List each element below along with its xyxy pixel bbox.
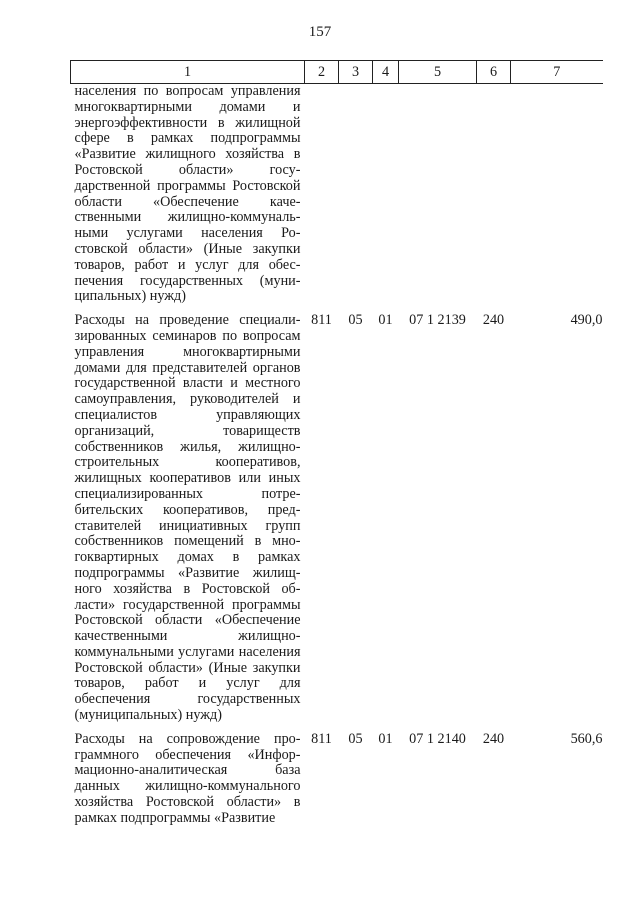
- header-row: [71, 61, 603, 84]
- header-col-7: 7: [511, 61, 603, 84]
- row-subsection-code: [373, 84, 399, 306]
- row-expense-type: 240: [482, 312, 505, 329]
- row-description: населения по вопросам управления многоквартирными домами и энергоэффективности в жилищной сфере в рамках подпрограммы «Развитие жилищного хозяйства в Ростовской области» государственной программы Ростовской области «Обеспечение качественными жилищно-коммунальными услугами населения Ростовской области» (Иные закупки товаров, работ и услуг для обеспечения государственных (муниципальных) нужд): [74, 83, 301, 305]
- header-col-3: 3: [339, 61, 373, 84]
- table-row: [71, 305, 603, 724]
- page-number: 157: [308, 24, 332, 40]
- table-row: [71, 84, 603, 306]
- row-target-code: 07 1 2140: [409, 730, 466, 747]
- budget-table: [70, 60, 603, 827]
- row-section-code: [339, 84, 373, 306]
- header-col-5: 5: [399, 61, 477, 84]
- row-section-code: 05: [348, 312, 363, 329]
- row-ministry-code: [305, 84, 339, 306]
- row-ministry-code: 811: [311, 312, 332, 329]
- row-subsection-code: 01: [378, 730, 393, 747]
- row-subsection-code: 01: [378, 312, 393, 329]
- row-description: Расходы на проведение специализированных семинаров по вопросам управления многоквартирными домами для представителей органов государственной власти и местного самоуправления, руководителей и специалистов управляющих организаций, товариществ собственников жилья, жилищно-строительных кооперативов, жилищных кооперативов или иных специализированных потребительских кооперативов, представителей инициативных групп собственников помещений в многоквартирных домах в рамках подпрограммы «Развитие жилищного хозяйства в Ростовской области» государственной программы Ростовской области «Обеспечение качественными жилищно-коммунальными услугами населения Ростовской области» (Иные закупки товаров, работ и услуг для обеспечения государственных (муниципальных) нужд): [74, 312, 301, 724]
- row-target-code: 07 1 2139: [409, 312, 466, 329]
- row-description: Расходы на сопровождение программного обеспечения «Информационно-аналитическая база данных жилищно-коммунального хозяйства Ростовской области» в рамках подпрограммы «Развитие: [74, 730, 301, 826]
- row-target-code: [399, 84, 477, 306]
- row-ministry-code: 811: [311, 730, 332, 747]
- table-row: [71, 724, 603, 827]
- header-col-4: 4: [373, 61, 399, 84]
- row-expense-type: 240: [482, 730, 505, 747]
- header-col-6: 6: [477, 61, 511, 84]
- row-amount: 560,6: [570, 730, 603, 747]
- row-expense-type: [477, 84, 511, 306]
- header-col-2: 2: [305, 61, 339, 84]
- header-col-1: 1: [71, 61, 305, 84]
- row-amount: [511, 84, 603, 306]
- row-section-code: 05: [348, 730, 363, 747]
- row-amount: 490,0: [570, 312, 603, 329]
